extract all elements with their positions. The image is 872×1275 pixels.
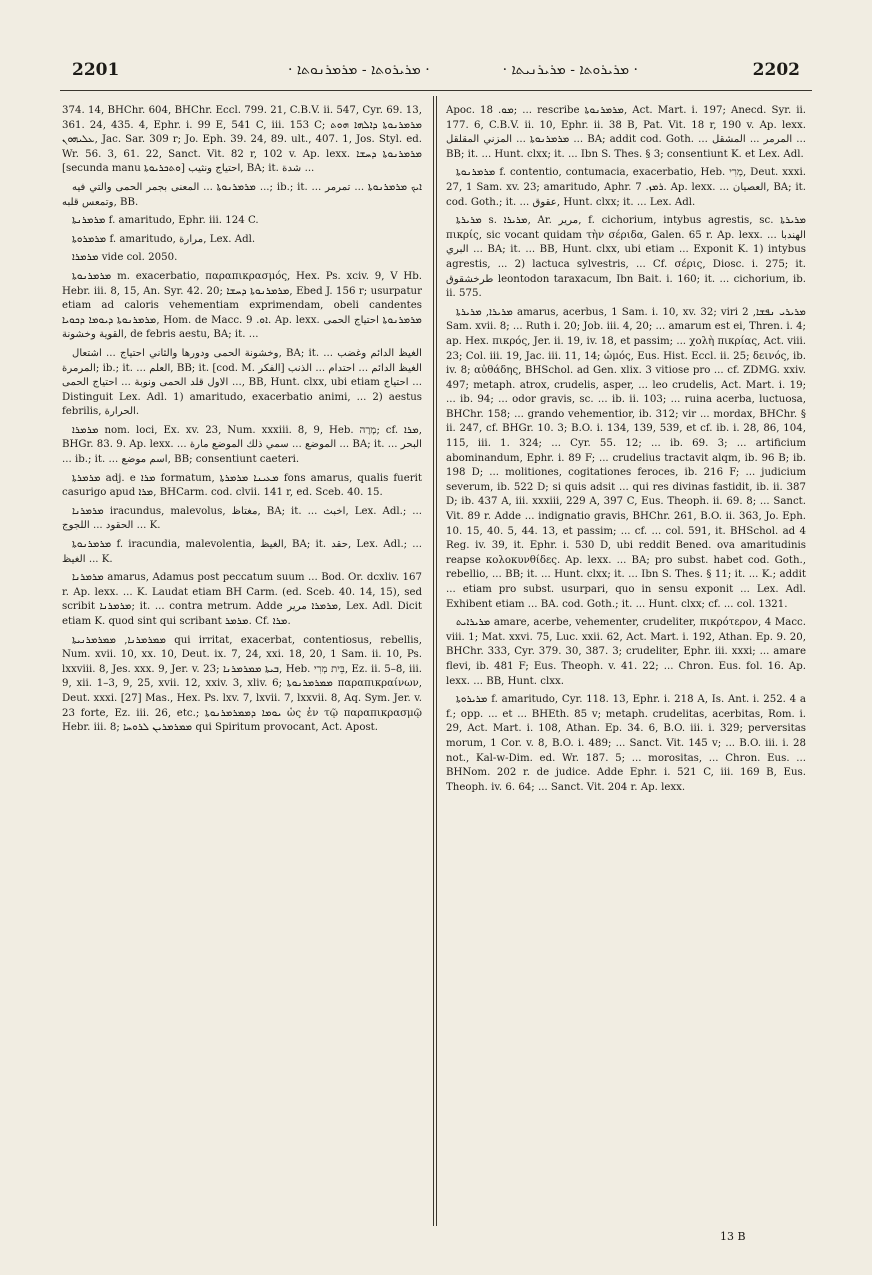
right-running-title: · ܡܪܝܪܘܬܐ - ܡܪܝܪܢܝܬܐ · [502,62,638,78]
column-divider [433,96,437,1226]
entry-paragraph: ܡܡܪܡܪܢܐ, ܡܡܪܡܪܢܝܬܐ qui irritat, exacerbat, contentiosus, rebellis, Num. xvii. 10, xx. 10, Deut. ix. 7, 24, xxi. 18, 20, 1 Sam. ii. 10, Ps. lxxviii. 8, Jes. xxx. 9, Jer. v. 23; ܒܝܬܐ ܡܡܪܡܪܢܐ, Heb. בֵּית מְרִי, Ez. ii. 5–8, iii. 9, xii. 1–3, 9, 25, xvii. 12, xxiv. 3, xliv. 6; ܡܡܪܡܪܢܘܬܐ παραπικραίνων, Deut. xxxi. [27] Mas., Hex. Ps. lxv. 7, lxvii. 7, lxxvii. 8, Aq. Sym. Jer. v. 23 forte, Ez. iii. 26, etc.; ܝܘܡܐ ܕܡܡܪܡܪܢܘܬܐ ὡς ἐν τῷ παραπικρασμῷ Hebr. iii. 8; ܡܡܪܡܪܝܢ ܠܪܘܚܐ qui Spiritum provocant, Act. Apost. [62,634,422,734]
entry-paragraph: ܡܪܡܪܐ vide col. 2050. [72,252,178,264]
entry-paragraph: ܡܪܝܪܬܐ s. ܡܪܝܪܐ, Ar. مرير, f. cichorium, intybus agrestis, sc. ܡܪܝܪܬܐ πικρίς, sic vocant quidam τὴν σέριδα, Galen. 65 r. Ap. lexx. ... الهندبا البري ... BA; it. ... BB, Hunt. clxx, ubi etiam ... Exponit K. 1) intybus agrestis, ... 2) lactuca sylvestris, ... Cf. σέρις, Diosc. i. 275; it. طرخشقوق leontodon taraxacum, Ibn Bait. i. 160; it. ... cichorium, ib. ii. 575. [446,215,806,300]
entry-paragraph: ܡܪܝܪܘܬܐ f. amaritudo, Cyr. 118. 13, Ephr. i. 218 A, Is. Ant. i. 252. 4 a f.; opp. ... et ... BHEth. 85 v; metaph. crudelitas, acerbitas, Rom. i. 29, Act. Mart. i. 108, Athan. Ep. 34. 6, B.O. iii. i. 329; perversitas morum, 1 Cor. v. 8, B.O. i. 489; ... Sanct. Vit. 145 v; ... B.O. iii. i. 28 not., Kal-w-Dim. ed. Wr. 187. 5; ... morositas, ... Chron. Eus. ... BHNom. 202 r. de judice. Adde Ephr. i. 521 C, iii. 169 B, Eus. Theoph. iv. 6. 64; ... Sanct. Vit. 204 r. Ap. lexx. [446,694,806,793]
entry-paragraph: ܡܪܡܪܢܘܬܐ m. exacerbatio, παραπικρασμός, Hex. Ps. xciv. 9, V Hb. Hebr. iii. 8, 15, An. Syr. 42. 20; ܡܪܡܪܢܘܬܐ ܕܚܫܐ, Ebed J. 156 r; usurpatur etiam ad caloris vehementiam exprimendam, obeli candentes ܡܪܡܪܢܘܬܐ ܕܝܘܡܐ ܕܟܘܝܐ, Hom. de Macc. ܐܘ. 9. Ap. lexx. ܡܪܡܪܢܘܬܐ احتياج الحمى القوية وخشونة, de febris aestu, BA; it. ... [62,270,422,341]
entry-paragraph: ܡܪܝܪܐܝܬ amare, acerbe, vehementer, crudeliter, πικρότερον, 4 Macc. viii. 1; Mat. xxvi. 75, Luc. xxii. 62, Act. Mart. i. 192, Athan. Ep. 9. 20, BHChr. 333, Cyr. 379. 30, 387. 3; crudeliter, Ephr. iii. xxxi; ... amare flevi, ib. 481 F; Eus. Theoph. v. 41. 22; ... Chron. Eus. fol. 16. Ap. lexx. ... BB, Hunt. clxx. [446,617,806,687]
entry-paragraph: ܡܪܡܪܢܘܬܐ f. contentio, contumacia, exacerbatio, Heb. מְרִי, Deut. xxxi. 27, 1 Sam. xv. 23; amaritudo, Aphr. ܪܡܙ. 7. Ap. lexx. ... العصيان, BA; it. cod. Goth.; it. ... عقوق, Hunt. clxx; it. ... Lex. Adl. [446,167,806,208]
entry-paragraph: ܡܪܡܪܬܐ adj. e ܡܪܐ formatum, ܡܥܝܢܐ ܡܪܡܪܬܐ fons amarus, qualis fuerit casurigo apud ܡܪܐ, BHCarm. cod. clvii. 141 r, ed. Sceb. 40. 15. [62,472,422,499]
left-column [62,104,422,1234]
entry-paragraph: ܡܪܡܪܘܬܐ f. amaritudo, مرارة, Lex. Adl. [72,233,256,245]
entry-paragraph: ܡܪܡܪܢܘܬܐ ... المعنى بجمر الحمى والتي فيه ...; ib.; it. ... ܐܝܟ ܡܪܡܪܢܘܬܐ ... تمرمر وتمعس قلبه, BB. [62,181,422,208]
right-page-number: 2202 [752,60,800,80]
entry-paragraph: ܡܪܡܪܐ nom. loci, Ex. xv. 23, Num. xxxiii. 8, 9, Heb. מָרָה; cf. ܡܪܐ, BHGr. 83. 9. Ap. lexx. ... الموضع ... سمي ذلك الموضع مارة ... BA; it. ... البحر ... ib.; it. ... اسم موضع, BB; consentiunt caeteri. [62,424,422,466]
entry-paragraph: Apoc. ܡܘ. 18; ... rescribe ܡܪܡܪܢܘܬܐ, Act. Mart. i. 197; Anecd. Syr. ii. 177. 6, C.B.V. ii. 10, Ephr. ii. 38 B, Pat. Vit. 18 r, 190 v. Ap. lexx. ܡܪܡܪܢܘܬܐ ... المزني المقلقل ... BA; addit cod. Goth. ... المرمر ... المشقل ... BB; it. ... Hunt. clxx; it. ... Ibn S. Thes. § 3; consentiunt K. et Lex. Adl. [446,105,806,160]
entry-paragraph: ܡܪܡܪܢܬܐ f. amaritudo, Ephr. iii. 124 C. [72,215,259,227]
left-running-title: · ܡܪܝܪܘܬܐ - ܡܪܡܪܢܘܬܐ · [288,62,430,78]
page-header [38,60,834,84]
entry-paragraph: ܡܪܡܪܢܐ iracundus, malevolus, مغتاظ, BA; it. ... اخبث, Lex. Adl.; ... الحقود ... اللجوج ... K. [62,505,422,532]
entry-paragraph: 374. 14, BHChr. 604, BHChr. Eccl. 799. 21, C.B.V. ii. 547, Cyr. 69. 13, 361. 24, 435. 4, Ephr. i. 99 E, 541 C, iii. 153 C; ܡܪܡܪܢܘܬܐ ܕܐܠܗܐ ܗܘܬ ܥܠܝܗܘܢ, Jac. Sar. 309 r; Jo. Eph. 39. 24, 89. ult., 407. 1, Jos. Styl. ed. Wr. 56. 3, 61. 22, Sanct. Vit. 82 r, 102 v. Ap. lexx. ܡܪܡܪܢܘܬܐ ܕܚܫܐ [secunda manu ܘܬܟܪܝܘܬܐ] احتياج ونثيب, BA; it. شدة ... [62,105,422,175]
header-rule [60,90,812,91]
right-column [446,104,806,1234]
entry-paragraph: ܡܪܝܪܐ, ܡܪܝܪܬܐ amarus, acerbus, 1 Sam. i. 10, xv. 32; viri ܡܪܝܪܝ ܢܦܫܐ, 2 Sam. xvii. 8; ... Ruth i. 20; Job. iii. 4, 20; ... amarum est ei, Thren. i. 4; ap. Hex. πικρός, Jer. ii. 19, iv. 18, et passim; ... χολὴ πικρίας, Act. viii. 23; Col. iii. 19, Jac. iii. 11, 14; ὠμός, Eus. Hist. Eccl. ii. 25; δεινός, ib. iv. 8; αὐθάδης, BHSchol. ad Gen. xlix. 3 vitiose pro ... cf. ZDMG. xxiv. 497; metaph. atrox, crudelis, asper, ... leo crudelis, Act. Mart. i. 19; ... ib. 94; ... odor gravis, sc. ... ib. ii. 103; ... ruina acerba, luctuosa, BHChr. 158; ... grando vehementior, ib. 312; vir ... mordax, BHChr. § ii. 247, cf. BHGr. 10. 3; B.O. i. 134, 139, 539, et cf. ib. i. 28, 86, 104, 115, iii. 1. 324; ... Cyr. 55. 12; ... ib. 69. 3; ... artificium abominandum, Ephr. i. 89 F; ... crudelius tractavit alqm, ib. 96 B; ib. 198 D; ... molitiones, cogitationes feroces, ib. 216 F; ... judicium severum, ib. 522 D; si quis adsit ... qui res divinas fastidit, ib. ii. 387 D; ib. 437 A, iii. xxxiii, 229 A, 397 C, Eus. Theoph. ii. 69. 8; ... Sanct. Vit. 89 r. Adde ... indignatio gravis, BHChr. 261, B.O. ii. 363, Jo. Eph. 10. 15, 40. 5, 44. 13, et passim; ... cf. ... col. 591, it. BHSchol. ad 4 Reg. iv. 39, it. Ephr. i. 530 D, ubi reddit Bened. ova amaritudinis reapse κολοκυνθίδες. Ap. lexx. ... BA; pro subst. habet cod. Goth., rebellio, ... BB; it. ... Hunt. clxx; it. ... Ibn S. Thes. § 11; it. ... K.; addit ... etiam pro subst. usurpari, quo in sensu exponit ... Lex. Adl. Exhibent etiam ... BA. cod. Goth.; it. ... Hunt. clxx; cf. ... col. 1321. [446,306,806,610]
left-page-number: 2201 [72,60,120,80]
entry-paragraph: ܡܪܡܪܢܘܬܐ f. iracundia, malevolentia, الغيظ, BA; it. حقد, Lex. Adl.; ... الغيظ ... K. [62,539,422,565]
signature-mark: 13 B [720,1230,746,1243]
entry-paragraph: ܡܪܡܪܢܐ amarus, Adamus post peccatum suum ... Bod. Or. dcxliv. 167 r. Ap. lexx. ... K. Laudat etiam BH Carm. (ed. Sceb. 40. 14, 15), sed scribit ܡܪܡܪܢܐ; it. ... contra metrum. Adde ܡܪܡܪܐ مرير, Lex. Adl. Dicit etiam K. quod sint qui scribant ܡܪܡܪ. Cf. ܡܪܐ. [62,572,422,627]
entry-paragraph: وخشونة الحمى ودورها والثاني احتياج ... اشتعال, BA; it. الغيظ الدائم وغضب ... المرمرة; ib.; it. ... العلم, BB; it. [cod. M. الفكر] الغيظ الدائم ... احتدام ... الذنب ... الاول قلد الحمى ونوبة ... احتياج الحمى, BB, Hunt. clxx, ubi etiam احتياج ... Distinguit Lex. Adl. 1) amaritudo, exacerbatio animi, ... 2) aestus febrilis, الحرارة. [62,347,422,418]
